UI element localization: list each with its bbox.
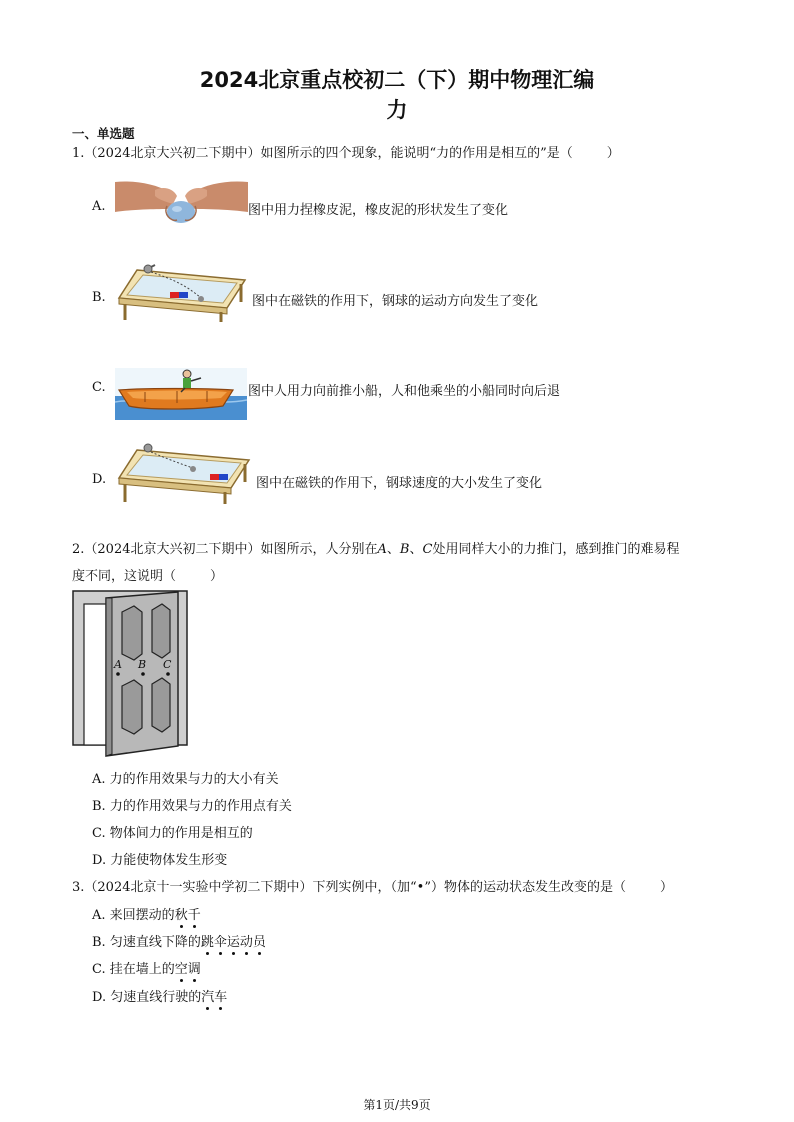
emphasis-char: 动: [240, 931, 253, 950]
question-text: 度不同，这说明（: [72, 569, 177, 584]
option-letter: B.: [92, 290, 106, 305]
question-paren-close: ）: [659, 880, 673, 895]
emphasis-char: 汽: [201, 986, 214, 1005]
option-text: 图中用力捏橡皮泥，橡皮泥的形状发生了变化: [248, 203, 509, 218]
option-item: [92, 931, 266, 950]
option-letter: D.: [92, 853, 107, 868]
question-1-stem: [72, 142, 620, 161]
question-3-stem: [72, 876, 673, 895]
option-text: 匀速直线下降的: [109, 935, 201, 950]
question-paren-close: ）: [210, 569, 224, 584]
page-footer: 第1页/共9页: [363, 1098, 431, 1112]
clay-squeeze-image: [115, 178, 248, 230]
emphasized-text: [201, 990, 227, 1005]
emphasis-char: 伞: [214, 931, 227, 950]
emphasis-char: 空: [175, 958, 188, 977]
emphasis-char: 千: [188, 904, 201, 923]
option-letter: A.: [92, 772, 106, 787]
question-paren-close: ）: [606, 146, 620, 161]
door-label-a: A: [114, 658, 122, 671]
question-text: 如图所示，人分别在: [260, 542, 378, 557]
option-letter: B.: [92, 799, 106, 814]
boat-image: [115, 368, 247, 420]
option-item: [92, 795, 292, 814]
option-item: [92, 986, 227, 1005]
option-letter: C.: [92, 380, 106, 395]
magnet-tray-image: [115, 262, 250, 324]
question-number: 1.: [72, 146, 85, 161]
option-text: 来回摆动的: [109, 908, 175, 923]
option-text: 力的作用效果与力的作用点有关: [109, 799, 292, 814]
option-letter: A.: [92, 908, 106, 923]
option-text: 图中在磁铁的作用下，钢球的运动方向发生了变化: [252, 294, 539, 309]
emphasis-char: 运: [227, 931, 240, 950]
option-text: 力的作用效果与力的大小有关: [109, 772, 279, 787]
option-item: [92, 822, 253, 841]
option-item: [92, 904, 201, 923]
point-b-label: B: [399, 542, 410, 557]
emphasized-text: [175, 962, 201, 977]
section-heading: 一、单选题: [72, 126, 135, 141]
option-letter: D.: [92, 990, 107, 1005]
option-item: [92, 768, 279, 787]
option-text: 挂在墙上的: [109, 962, 175, 977]
option-text: 力能使物体发生形变: [110, 853, 228, 868]
question-source: （2024北京大兴初二下期中）: [84, 542, 261, 557]
page-subtitle: 力: [386, 98, 408, 122]
option-letter: C.: [92, 962, 106, 977]
emphasis-char: 调: [188, 958, 201, 977]
emphasized-text: [175, 908, 201, 923]
emphasis-char: 员: [253, 931, 266, 950]
separator: 、: [409, 542, 423, 557]
option-text: 匀速直线行驶的: [110, 990, 202, 1005]
question-text: 下列实例中，（加“•”）物体的运动状态发生改变的是（: [312, 880, 626, 895]
question-number: 3.: [72, 880, 85, 895]
emphasized-text: [201, 935, 266, 950]
question-2-stem: [72, 538, 679, 557]
door-label-b: B: [138, 658, 147, 671]
point-c-label: C: [422, 542, 433, 557]
door-figure: [72, 590, 190, 758]
door-label-c: C: [163, 658, 172, 671]
point-a-label: A: [377, 542, 387, 557]
page-title: 2024北京重点校初二（下）期中物理汇编: [199, 68, 595, 92]
option-letter: C.: [92, 826, 106, 841]
separator: 、: [386, 542, 400, 557]
emphasis-char: 秋: [175, 904, 188, 923]
option-letter: A.: [92, 199, 106, 214]
emphasis-char: 跳: [201, 931, 214, 950]
option-text: 物体间力的作用是相互的: [109, 826, 253, 841]
option-letter: B.: [92, 935, 106, 950]
option-text: 图中人用力向前推小船，人和他乘坐的小船同时向后退: [248, 384, 561, 399]
question-text: 如图所示的四个现象，能说明“力的作用是相互的”是（: [260, 146, 573, 161]
option-text: 图中在磁铁的作用下，钢球速度的大小发生了变化: [256, 476, 543, 491]
question-source: （2024北京大兴初二下期中）: [84, 146, 261, 161]
option-letter: D.: [92, 472, 107, 487]
emphasis-char: 车: [214, 986, 227, 1005]
question-text: 处用同样大小的力推门，感到推门的难易程: [432, 542, 680, 557]
question-2-stem-line2: [72, 565, 223, 584]
option-item: [92, 849, 227, 868]
option-item: [92, 958, 201, 977]
question-number: 2.: [72, 542, 85, 557]
magnet-tray-image: [115, 440, 255, 506]
question-source: （2024北京十一实验中学初二下期中）: [84, 880, 313, 895]
